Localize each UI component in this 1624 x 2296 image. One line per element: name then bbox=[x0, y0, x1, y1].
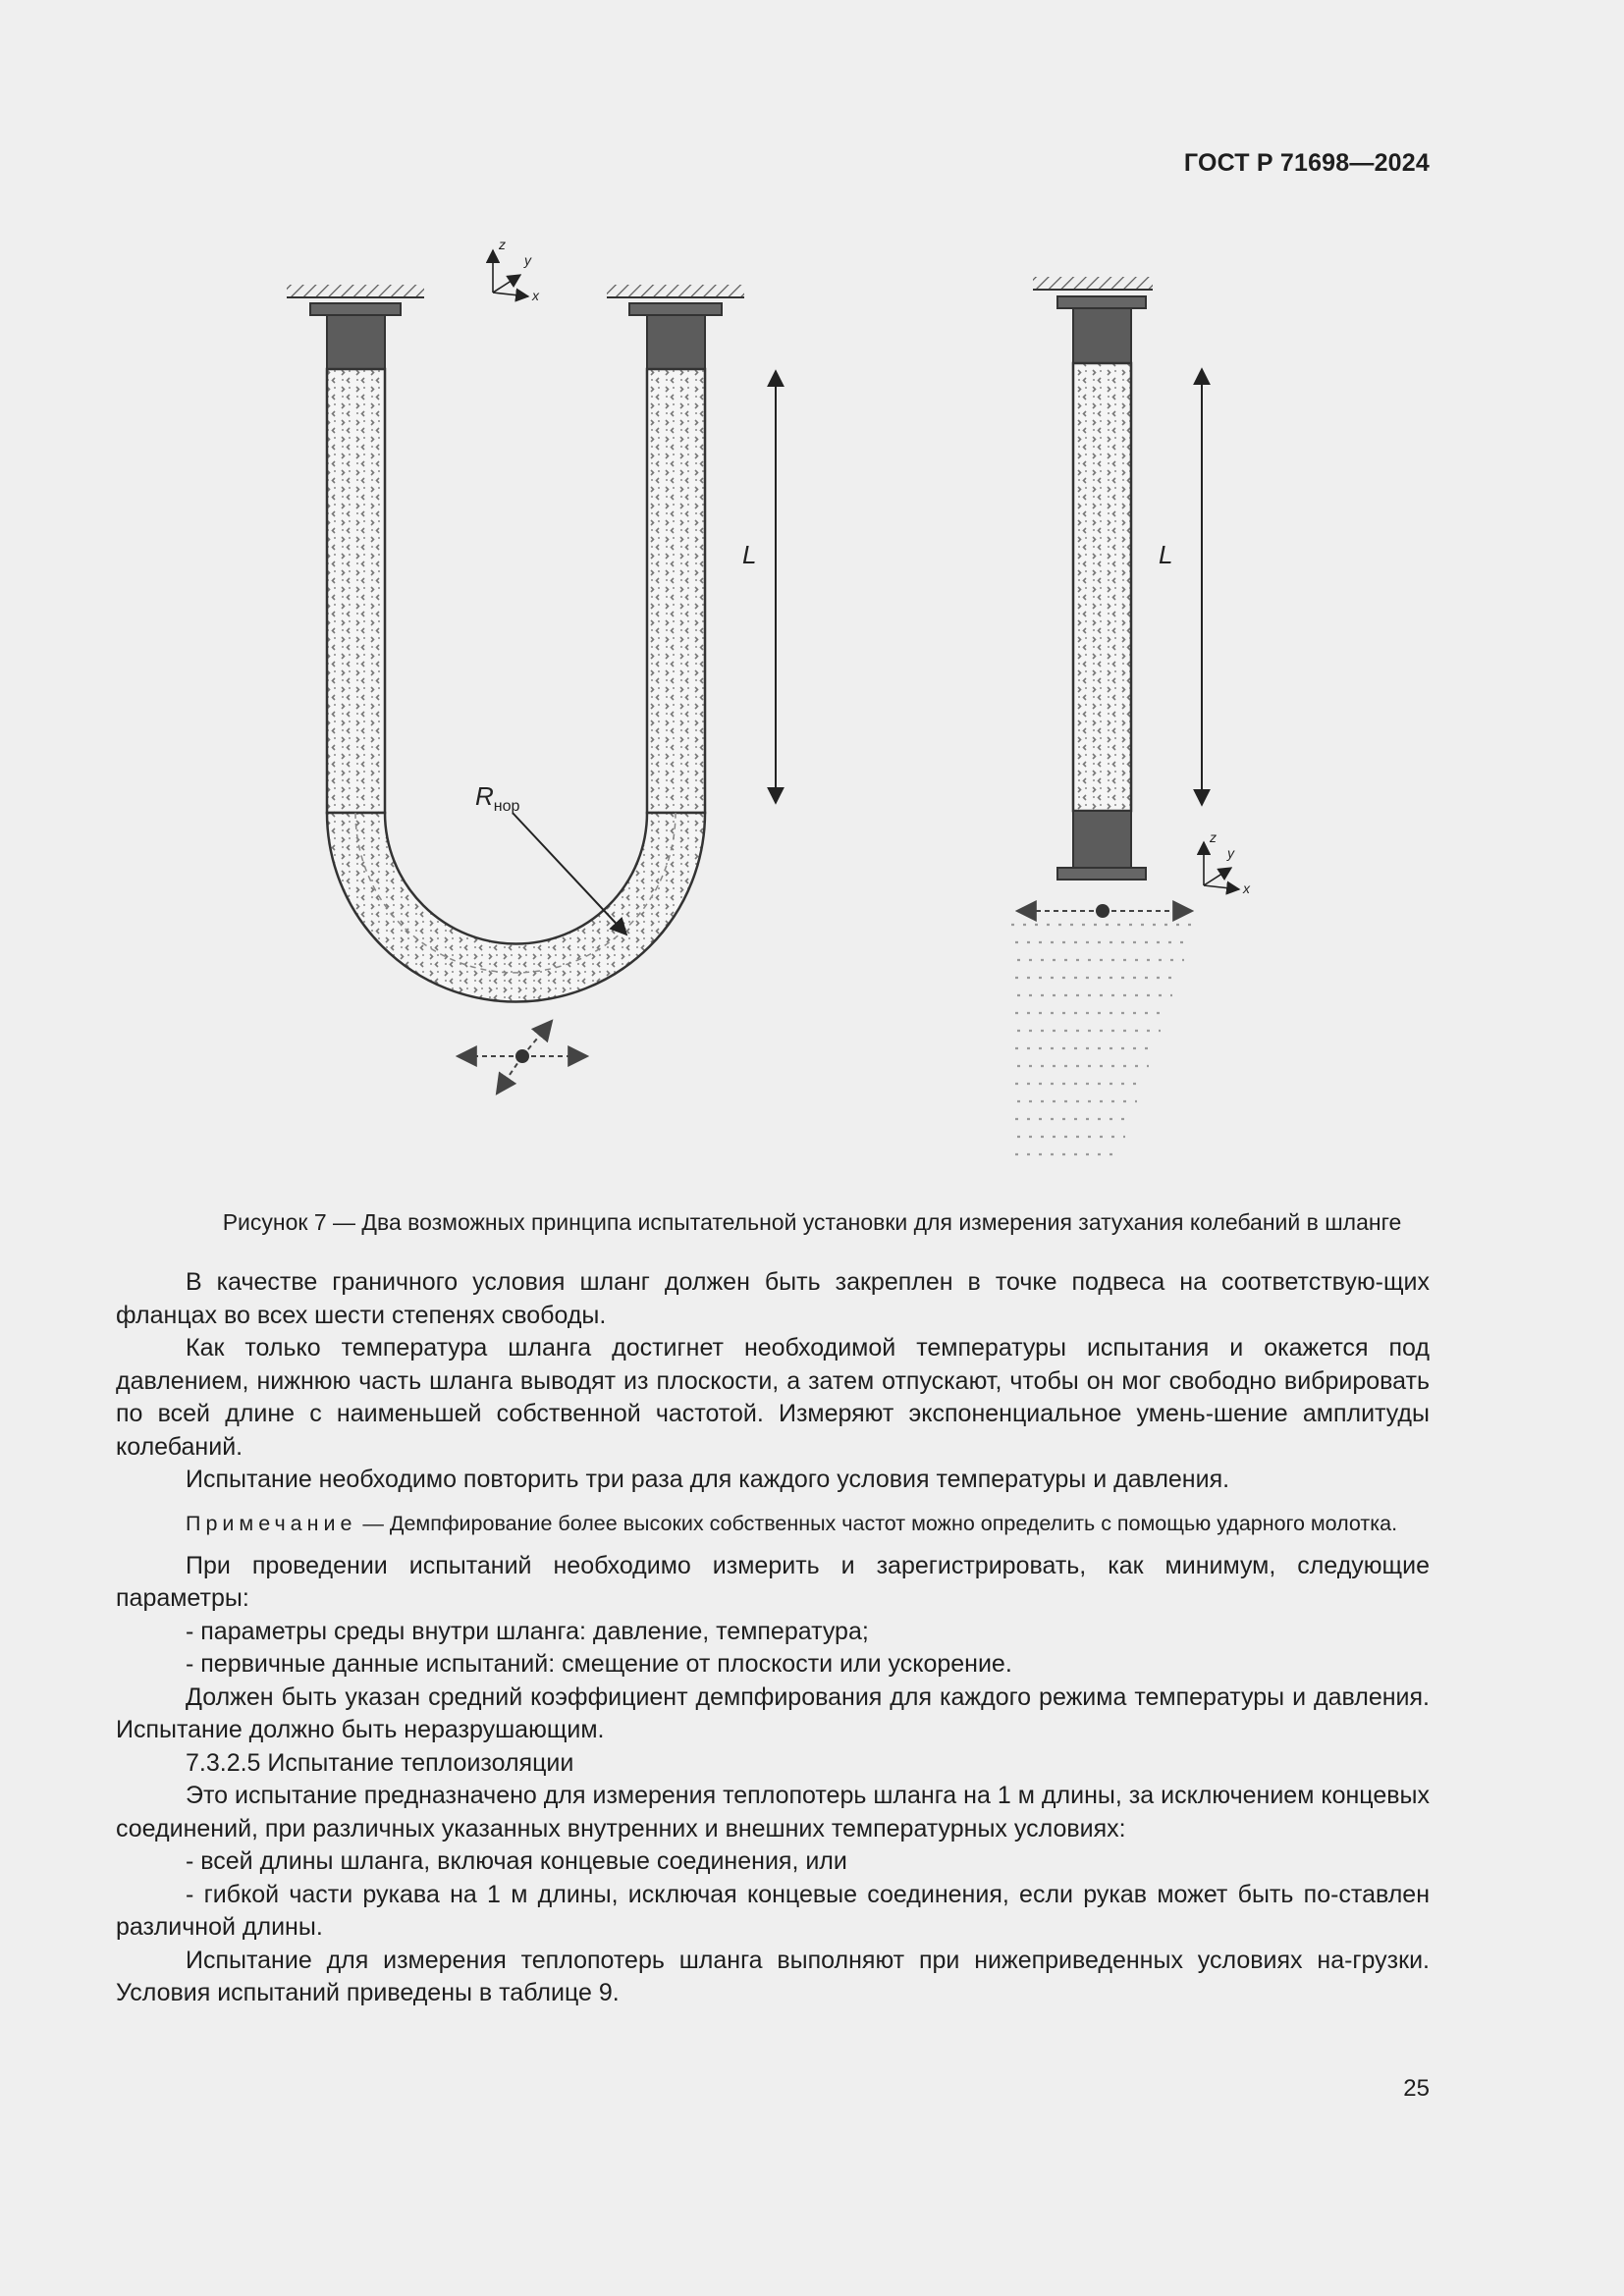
straight-hose-body bbox=[1073, 363, 1131, 811]
body-text bbox=[116, 1266, 1430, 2010]
bottom-end-fitting bbox=[1057, 811, 1146, 880]
radius-arrow bbox=[513, 813, 626, 934]
svg-text:z: z bbox=[1210, 829, 1217, 845]
paragraph: Испытание необходимо повторить три раза для каждого условия температуры и давления. bbox=[186, 1466, 1230, 1493]
figure-caption: Рисунок 7 — Два возможных принципа испытательной установки для измерения затухания колебаний в шланге bbox=[222, 1209, 1402, 1235]
paragraph: При проведении испытаний необходимо измерить и зарегистрировать, как минимум, следующие параметры: bbox=[116, 1551, 1430, 1612]
svg-text:z: z bbox=[499, 237, 506, 252]
paragraph: Испытание для измерения теплопотерь шланга выполняют при нижеприведенных условиях на-грузки. Условия испытаний приведены в таблице 9. bbox=[116, 1946, 1430, 2006]
excitation-symbol-right bbox=[1017, 904, 1192, 918]
straight-hose-setup bbox=[1011, 277, 1251, 1154]
list-item: - первичные данные испытаний: смещение от плоскости или ускорение. bbox=[186, 1650, 1012, 1678]
note bbox=[116, 1509, 1430, 1538]
note-label: Примечание bbox=[186, 1511, 357, 1535]
svg-text:y: y bbox=[1227, 845, 1234, 861]
axis-triad-left bbox=[493, 237, 540, 303]
document-code: ГОСТ Р 71698—2024 bbox=[1183, 149, 1430, 177]
list-item: - параметры среды внутри шланга: давление, температура; bbox=[186, 1617, 869, 1645]
section-heading: 7.3.2.5 Испытание теплоизоляции bbox=[186, 1748, 574, 1777]
axis-triad-right bbox=[1204, 829, 1251, 896]
length-label-u: L bbox=[742, 540, 757, 569]
svg-text:x: x bbox=[1243, 881, 1250, 896]
vibration-trace bbox=[1011, 925, 1196, 1154]
u-hose-right-leg bbox=[647, 369, 705, 813]
paragraph: Должен быть указан средний коэффициент демпфирования для каждого режима температуры и давления. Испытание должно быть неразрушающим. bbox=[116, 1682, 1430, 1743]
right-ceiling-mount bbox=[607, 285, 744, 369]
excitation-symbol-left bbox=[458, 1021, 587, 1094]
top-ceiling-mount bbox=[1033, 277, 1153, 363]
page-number: 25 bbox=[1403, 2075, 1430, 2102]
u-hose-setup bbox=[287, 237, 776, 1094]
svg-text:x: x bbox=[532, 288, 539, 303]
list-item: - всей длины шланга, включая концевые соединения, или bbox=[186, 1847, 847, 1875]
note-text: — Демпфирование более высоких собственных частот можно определить с помощью ударного молотка. bbox=[356, 1511, 1398, 1535]
u-hose-left-leg bbox=[327, 369, 385, 813]
paragraph: Это испытание предназначено для измерения теплопотерь шланга на 1 м длины, за исключением концевых соединений, при различных указанных внутренних и внешних температурных условиях: bbox=[116, 1782, 1430, 1842]
list-item: - гибкой части рукава на 1 м длины, исключая концевые соединения, если рукав может быть по-ставлен различной длины. bbox=[116, 1880, 1430, 1941]
left-ceiling-mount bbox=[287, 285, 424, 369]
svg-text:y: y bbox=[524, 252, 531, 268]
length-label-straight: L bbox=[1159, 540, 1173, 569]
paragraph: В качестве граничного условия шланг должен быть закреплен в точке подвеса на соответствую-щих фланцах во всех шести степенях свободы. bbox=[116, 1268, 1430, 1329]
paragraph: Как только температура шланга достигнет необходимой температуры испытания и окажется под давлением, нижнюю часть шланга выводят из плоскости, а затем отпускают, чтобы он мог свободно вибрировать по всей длине с наименьшей собственной частотой. Измеряют экспоненциальное умень-шение амплитуды колебаний. bbox=[116, 1334, 1430, 1461]
radius-label: $R_{нор}$ bbox=[475, 781, 520, 815]
